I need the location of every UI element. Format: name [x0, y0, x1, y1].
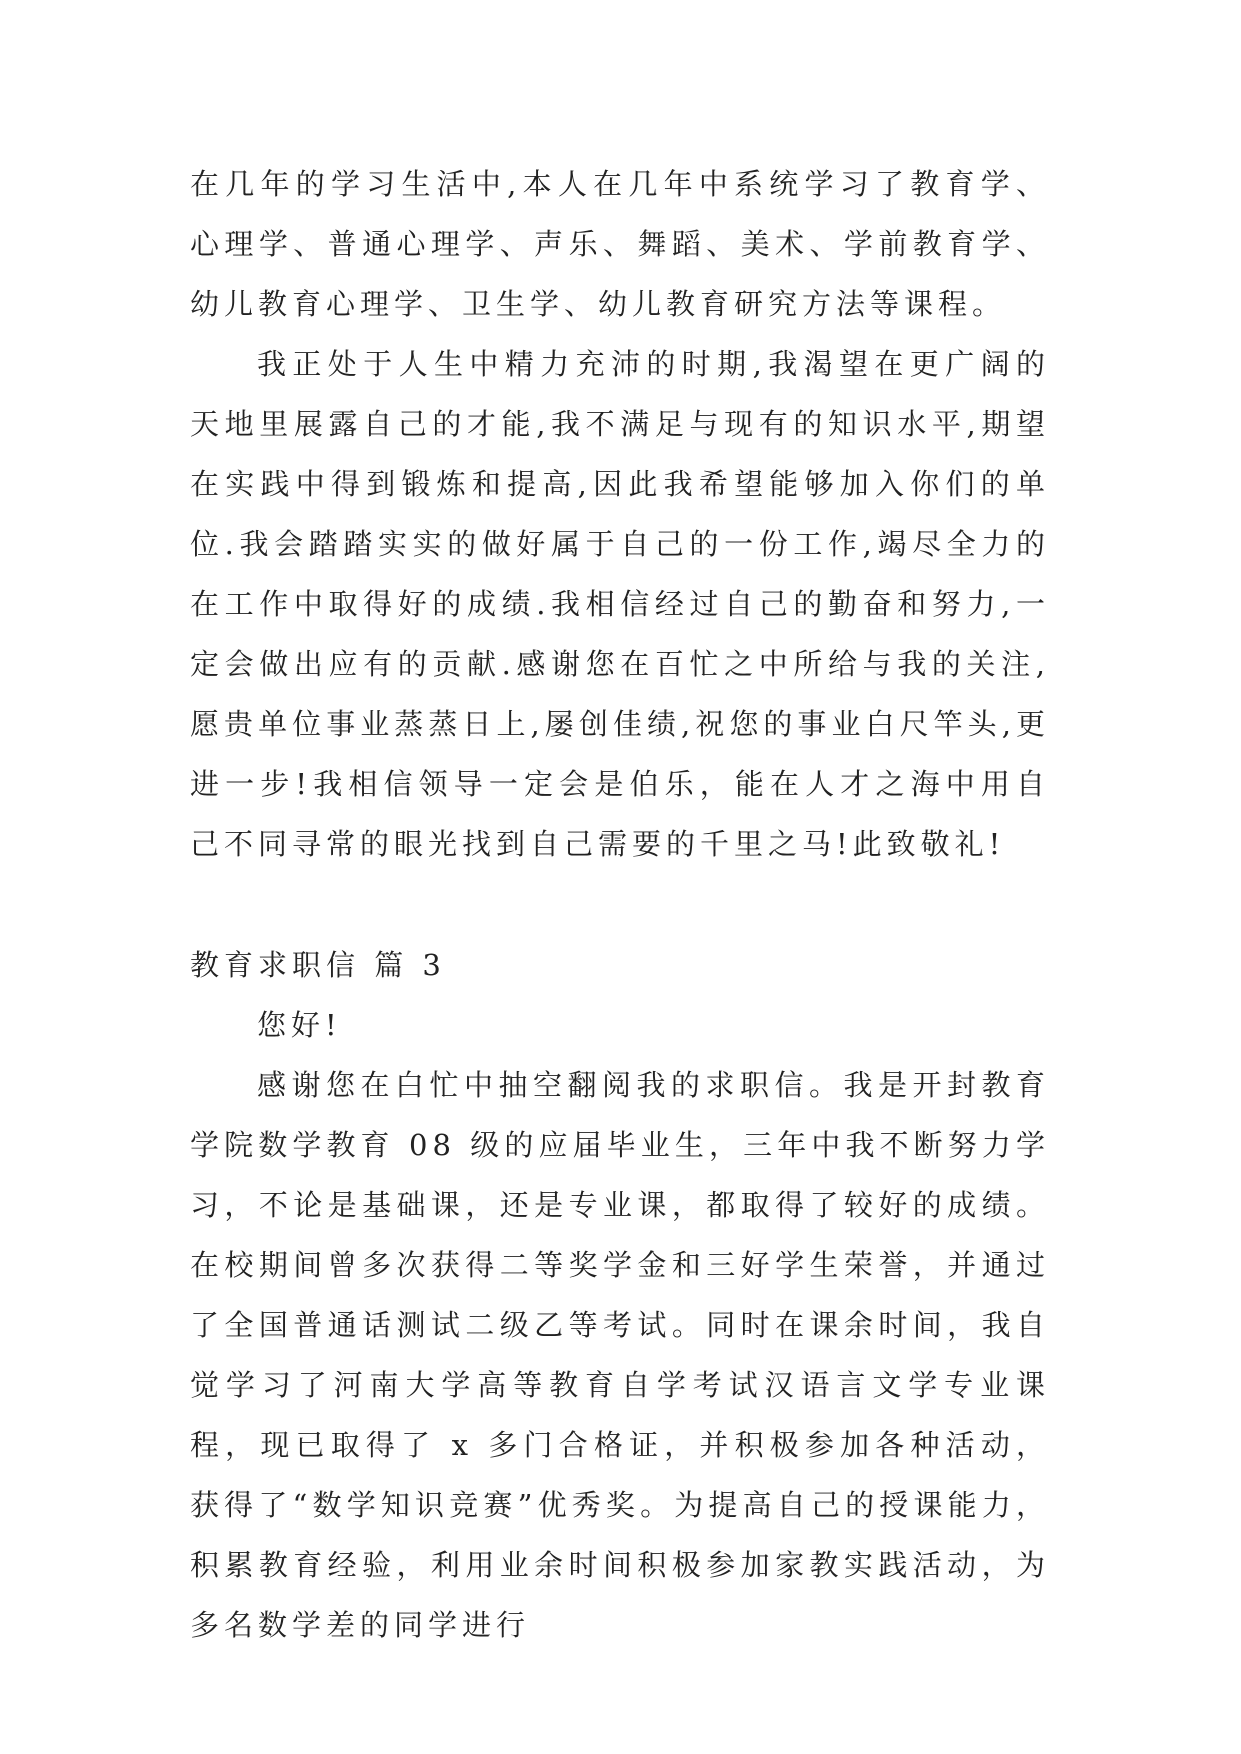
paragraph-cover-letter: 感谢您在白忙中抽空翻阅我的求职信。我是开封教育学院数学教育 08 级的应届毕业生，三年中我不断努力学习，不论是基础课，还是专业课，都取得了较好的成绩。在校期间曾多次获得二等奖学金和三好学生荣誉，并通过了全国普通话测试二级乙等考试。同时在课余时间，我自觉学习了河南大学高等教育自学考试汉语言文学专业课程，现已取得了 x 多门合格证，并积极参加各种活动，获得了“数学知识竞赛”优秀奖。为提高自己的授课能力，积累教育经验，利用业余时间积极参加家教实践活动，为多名数学差的同学进行 [190, 1068, 1050, 1642]
paragraph-study-courses: 在几年的学习生活中,本人在几年中系统学习了教育学、心理学、普通心理学、声乐、舞蹈、美术、学前教育学、幼儿教育心理学、卫生学、幼儿教育研究方法等课程。 [190, 167, 1050, 321]
greeting: 您好! [257, 1008, 342, 1042]
paragraph-aspiration: 我正处于人生中精力充沛的时期,我渴望在更广阔的天地里展露自己的才能,我不满足与现有的知识水平,期望在实践中得到锻炼和提高,因此我希望能够加入你们的单位.我会踏踏实实的做好属于自己的一份工作,竭尽全力的在工作中取得好的成绩.我相信经过自己的勤奋和努力,一定会做出应有的贡献.感谢您在百忙之中所给与我的关注,愿贵单位事业蒸蒸日上,屡创佳绩,祝您的事业白尺竿头,更进一步!我相信领导一定会是伯乐，能在人才之海中用自己不同寻常的眼光找到自己需要的千里之马!此致敬礼! [190, 347, 1050, 861]
section-title: 教育求职信 篇 3 [190, 948, 446, 982]
document-body [190, 154, 1050, 1655]
